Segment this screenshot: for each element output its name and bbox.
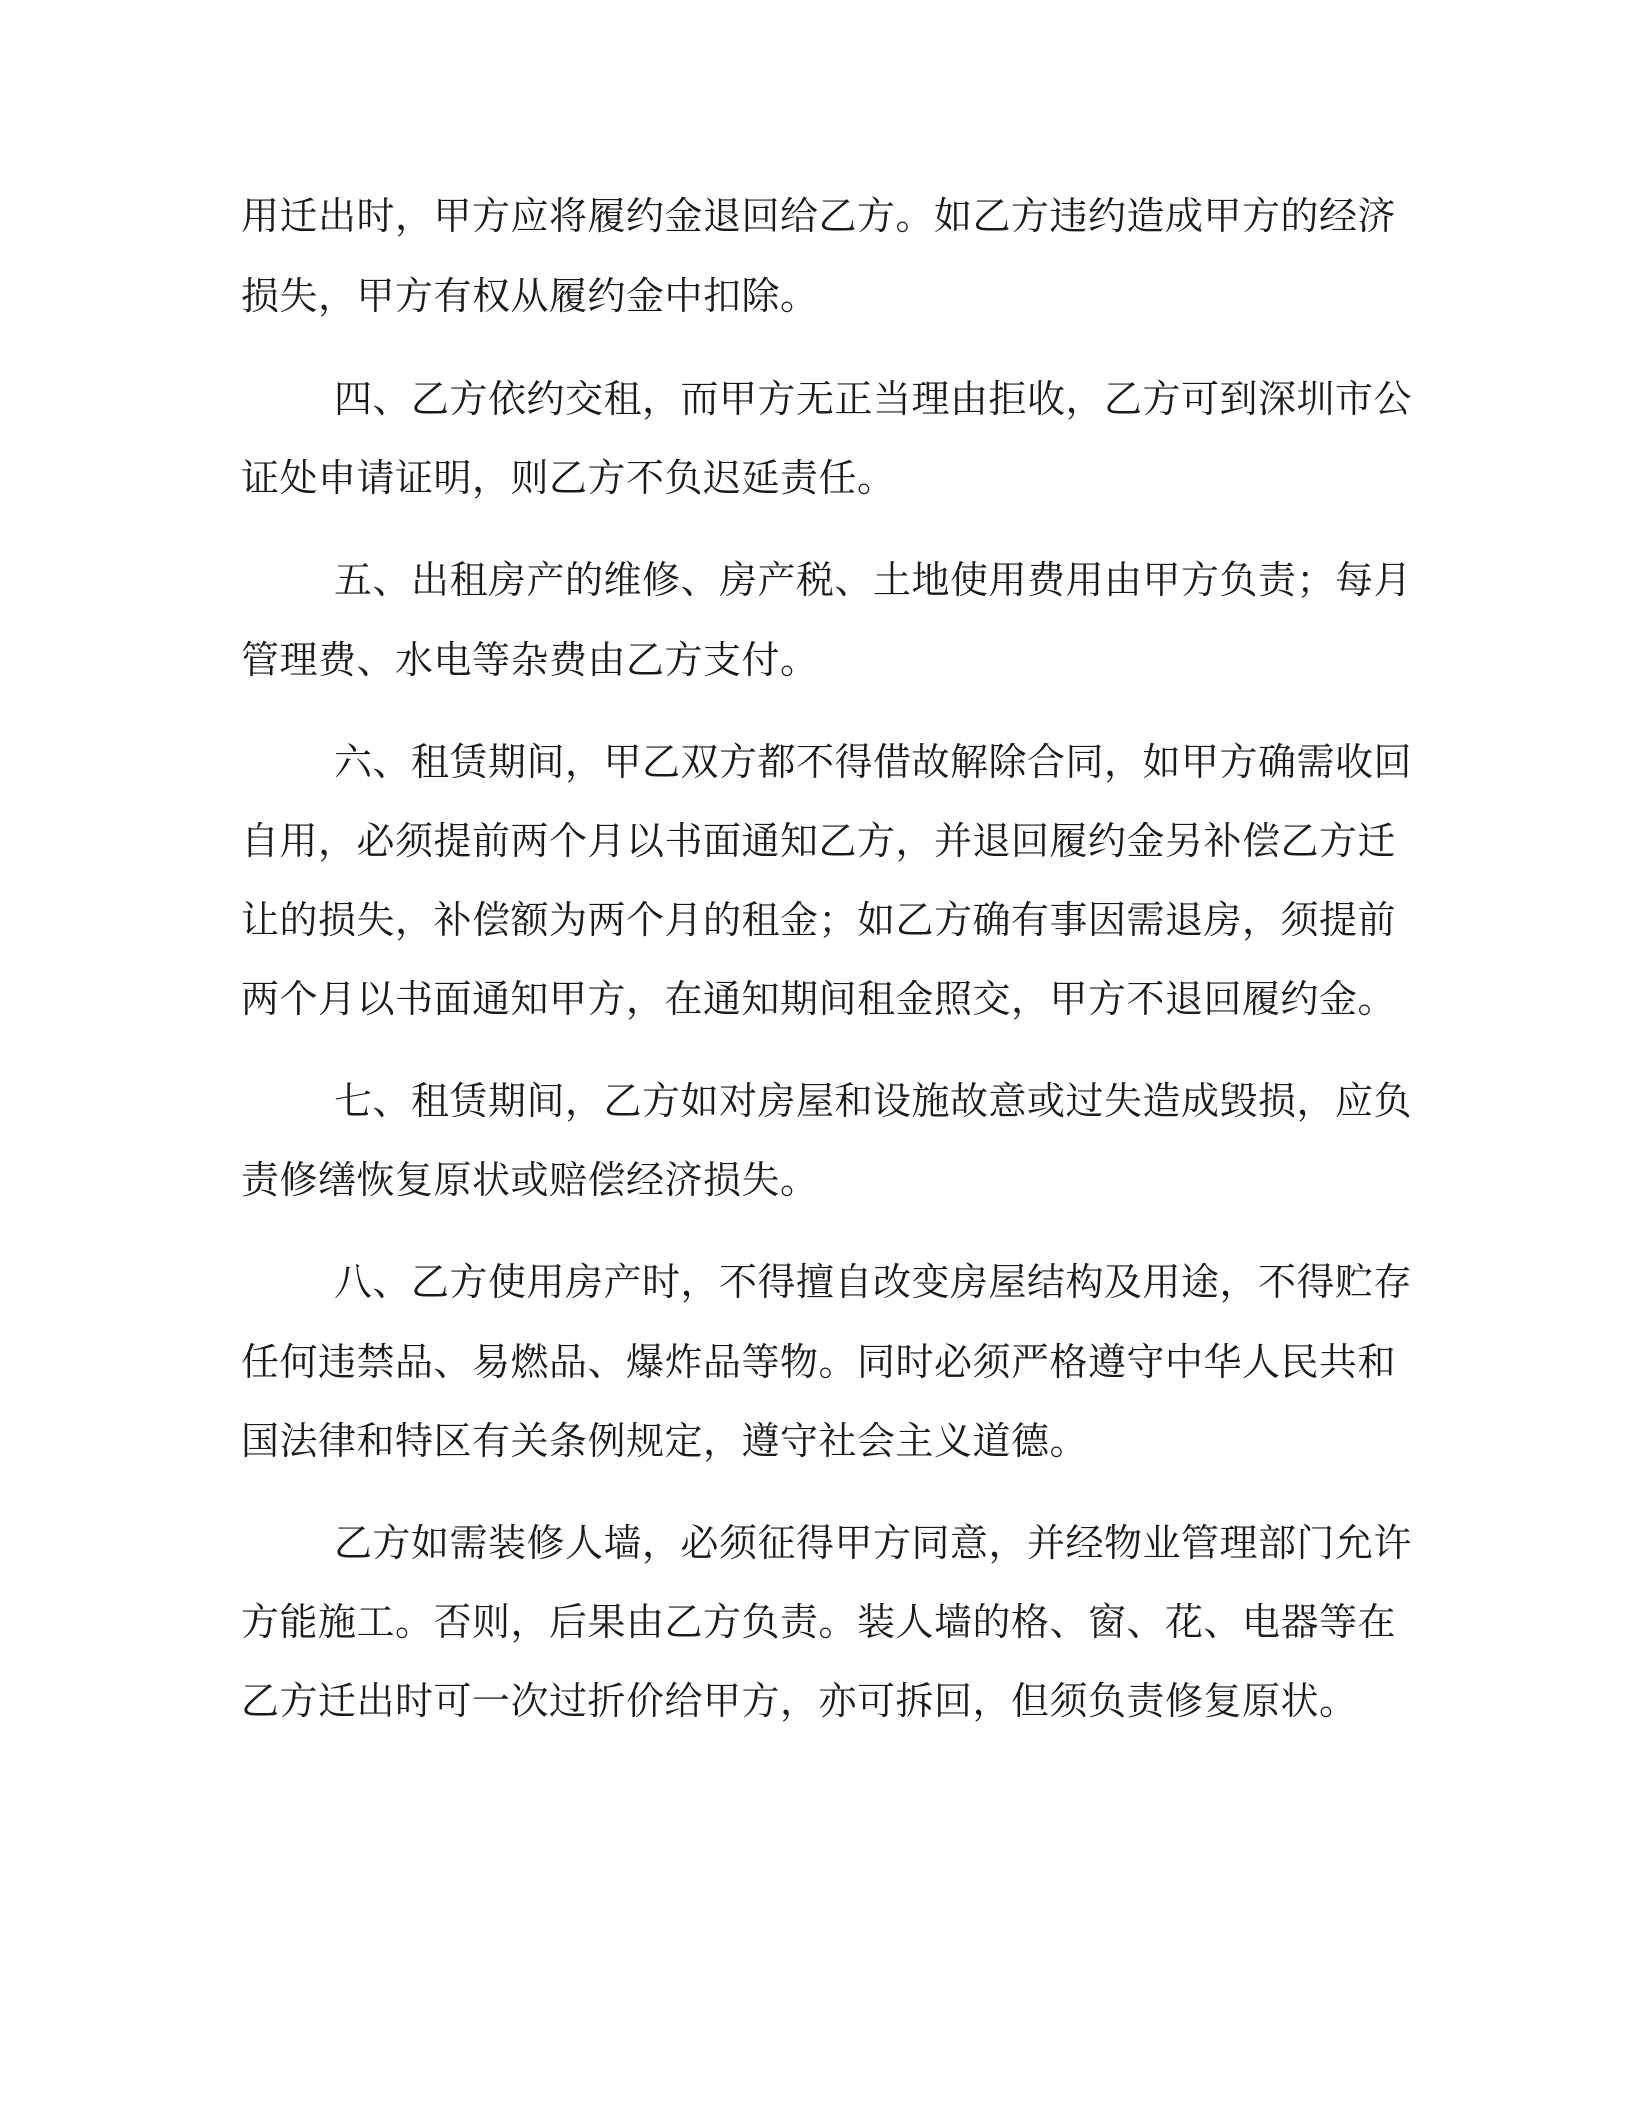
clause-8-line: 国法律和特区有关条例规定，遵守社会主义道德。 [241,1419,1089,1463]
renovation-paragraph-line: 乙方迁出时可一次过折价给甲方，亦可拆回，但须负责修复原状。 [241,1679,1358,1723]
clause-7-line: 责修缮恢复原状或赔偿经济损失。 [241,1158,819,1202]
clause-5-line: 管理费、水电等杂费由乙方支付。 [241,638,819,682]
renovation-paragraph-line: 乙方如需装修人墙，必须征得甲方同意，并经物业管理部门允许 [334,1521,1413,1565]
clause-8-line: 任何违禁品、易燃品、爆炸品等物。同时必须严格遵守中华人民共和 [241,1340,1397,1384]
clause-6-line: 让的损失，补偿额为两个月的租金；如乙方确有事因需退房，须提前 [241,898,1397,942]
paragraph-continuation-line: 损失，甲方有权从履约金中扣除。 [241,274,819,318]
clause-6-line: 六、租赁期间，甲乙双方都不得借故解除合同，如甲方确需收回 [334,740,1413,784]
clause-8-line: 八、乙方使用房产时，不得擅自改变房屋结构及用途，不得贮存 [334,1260,1413,1304]
clause-5-line: 五、出租房产的维修、房产税、土地使用费用由甲方负责；每月 [334,558,1413,602]
clause-6-line: 两个月以书面通知甲方，在通知期间租金照交，甲方不退回履约金。 [241,977,1397,1021]
clause-4-line: 四、乙方依约交租，而甲方无正当理由拒收，乙方可到深圳市公 [334,377,1413,421]
clause-6-line: 自用，必须提前两个月以书面通知乙方，并退回履约金另补偿乙方迁 [241,819,1397,863]
paragraph-continuation-line: 用迁出时，甲方应将履约金退回给乙方。如乙方违约造成甲方的经济 [241,194,1397,238]
clause-7-line: 七、租赁期间，乙方如对房屋和设施故意或过失造成毁损，应负 [334,1079,1413,1123]
renovation-paragraph-line: 方能施工。否则，后果由乙方负责。装人墙的格、窗、花、电器等在 [241,1600,1397,1644]
clause-4-line: 证处申请证明，则乙方不负迟延责任。 [241,456,896,500]
